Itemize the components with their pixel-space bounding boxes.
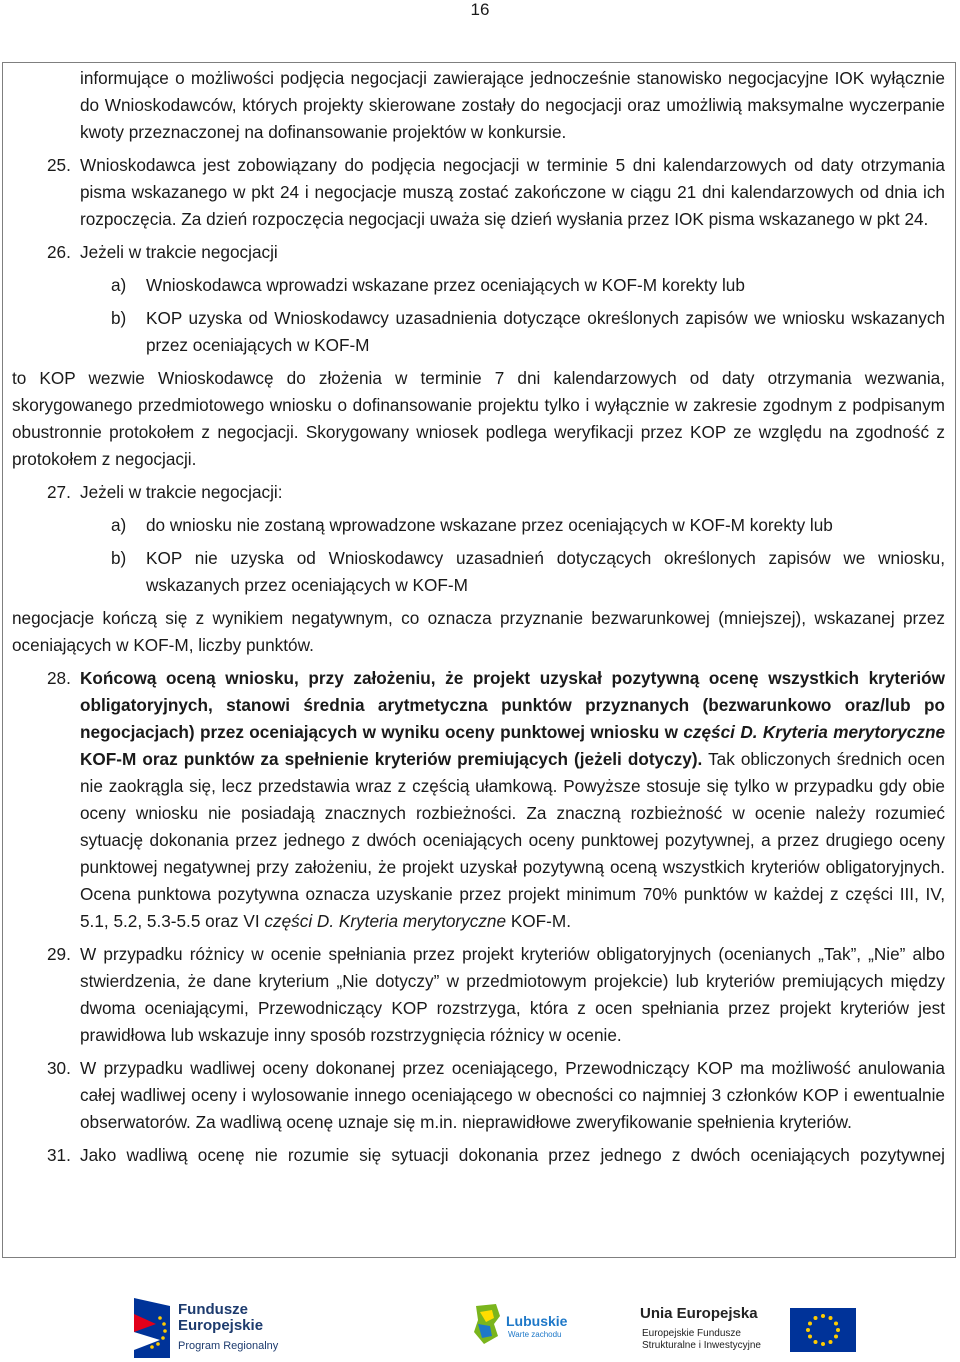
list-item-26b <box>3 305 955 359</box>
paragraph-bold-text-2: KOF-M oraz punktów za spełnienie kryteriów premiujących (jeżeli dotyczy). <box>80 749 703 769</box>
paragraph-26 <box>3 239 955 266</box>
list-text: Wnioskodawca wprowadzi wskazane przez oceniających w KOF-M korekty lub <box>146 275 745 295</box>
paragraph-text: W przypadku wadliwej oceny dokonanej przez oceniającego, Przewodniczący KOP ma możliwość anulowania całej wadliwej oceny i wylosowanie innego oceniającego w obecności co najmniej 3 członków KOP i ewentualnie obserwatorów. Za wadliwą ocenę uznaje się m.in. nieprawidłowe zweryfikowanie spełnienia kryteriów. <box>80 1058 945 1132</box>
paragraph-25 <box>3 152 955 233</box>
content-frame <box>2 62 956 1258</box>
paragraph-text: W przypadku różnicy w ocenie spełniania przez projekt kryteriów obligatoryjnych (ocenianych „Tak”, „Nie” albo stwierdzenia, że dane kryterium „Nie dotyczy” w przedmiotowym projekcie) lub kryteriów premiujących między dwoma oceniającymi, Przewodniczący KOP rozstrzyga, która z ocen spełniania przez projekt kryteriów jest prawidłowa lub wskazuje inny sposób rozstrzygnięcia różnicy w ocenie. <box>80 944 945 1045</box>
list-text: KOP uzyska od Wnioskodawcy uzasadnienia dotyczące określonych zapisów we wniosku wskazanych przez oceniających w KOF-M <box>146 308 945 355</box>
logo-text: Europejskie <box>178 1317 264 1334</box>
paragraph-text: Tak obliczonych średnich ocen nie zaokrągla się, lecz przedstawia wraz z częścią ułamkową. Powyższe stosuje się tylko w przypadku gdy obie oceny wniosku nie posiadają znacznych rozbieżności. Za znaczną rozbieżność w ocenie należy rozumieć sytuację dokonania przez jednego z dwóch oceniających oceny punktowej pozytywnej, a przez drugiego oceny punktowej negatywnej przy założeniu, że projekt uzyskał pozytywną oceną wszystkich kryteriów obligatoryjnych. Ocena punktowa pozytywna oznacza uzyskanie przez projekt minimum 70% punktów w każdej z części III, IV, 5.1, 5.2, 5.3-5.5 oraz VI <box>80 749 945 931</box>
page-number: 16 <box>470 0 490 19</box>
paragraph-number: 25. <box>47 155 71 175</box>
paragraph-bold-italic-text: części D. Kryteria merytoryczne <box>683 722 946 742</box>
paragraph-bold-text: Końcową oceną wniosku, przy założeniu, że projekt uzyskał pozytywną ocenę wszystkich kryteriów obligatoryjnych, stanowi średnia arytmetyczna punktów przyznanych (bezwarunkowo oraz/lub po negocjacjach) przez oceniających w wyniku oceny punktowej wniosku w <box>80 668 945 742</box>
logo-text: Lubuskie <box>506 1313 568 1329</box>
paragraph-number: 31. <box>47 1145 71 1165</box>
eu-flag-icon <box>790 1308 856 1352</box>
paragraph-number: 26. <box>47 242 71 262</box>
paragraph-number: 28. <box>47 668 71 688</box>
logo-text: Program Regionalny <box>178 1340 279 1352</box>
paragraph-27-conclusion: negocjacje kończą się z wynikiem negatywnym, co oznacza przyznanie bezwarunkowej (mniejszej), wskazanej przez oceniających w KOF-M, liczby punktów. <box>12 608 945 655</box>
paragraph-text: Jeżeli w trakcie negocjacji <box>80 242 278 262</box>
fe-flag-icon <box>130 1298 174 1358</box>
list-text: do wniosku nie zostaną wprowadzone wskazane przez oceniających w KOF-M korekty lub <box>146 515 833 535</box>
intro-paragraph: informujące o możliwości podjęcia negocjacji zawierające jednocześnie stanowisko negocjacyjne IOK wyłącznie do Wnioskodawców, których projekty skierowane zostały do negocjacji oraz umożliwią maksymalne wyczerpanie kwoty przeznaczonej na dofinansowanie projektów w konkursie. <box>80 68 945 142</box>
paragraph-text: Jako wadliwą ocenę nie rozumie się sytuacji dokonania przez jednego z dwóch oceniających pozytywnej <box>80 1145 945 1165</box>
paragraph-text: Jeżeli w trakcie negocjacji: <box>80 482 283 502</box>
paragraph-31 <box>3 1142 955 1169</box>
paragraph-italic-text: części D. Kryteria merytoryczne <box>264 911 507 931</box>
paragraph-number: 30. <box>47 1058 71 1078</box>
paragraph-number: 29. <box>47 944 71 964</box>
unia-europejska-logo <box>640 1288 860 1362</box>
document-body <box>3 63 955 1257</box>
lubuskie-logo <box>470 1288 590 1362</box>
paragraph-28 <box>3 665 955 935</box>
logo-text: Europejskie Fundusze <box>642 1328 741 1339</box>
paragraph-29 <box>3 941 955 1049</box>
paragraph-number: 27. <box>47 482 71 502</box>
logo-text: Warte zachodu <box>508 1330 562 1339</box>
lubuskie-emblem-icon <box>470 1302 504 1346</box>
list-label: a) <box>111 515 127 535</box>
paragraph-26-conclusion: to KOP wezwie Wnioskodawcę do złożenia w terminie 7 dni kalendarzowych od daty otrzymania wezwania, skorygowanego przedmiotowego wniosku o dofinansowanie projektu tylko i wyłącznie w zakresie zgodnym z podpisanym obustronnie protokołem z negocjacji. Skorygowany wniosek podlega weryfikacji przez KOP ze względu na zgodność z protokołem z negocjacji. <box>12 368 945 469</box>
footer-logos <box>0 1288 960 1362</box>
paragraph-text-2: KOF-M. <box>510 911 571 931</box>
logo-text: Strukturalne i Inwestycyjne <box>642 1340 761 1351</box>
paragraph-27 <box>3 479 955 506</box>
list-label: b) <box>111 548 127 568</box>
list-label: a) <box>111 275 127 295</box>
paragraph-text: Wnioskodawca jest zobowiązany do podjęcia negocjacji w terminie 5 dni kalendarzowych od daty otrzymania pisma wskazanego w pkt 24 i negocjacje muszą zostać zakończone w ciągu 21 dni kalendarzowych od dnia ich rozpoczęcia. Za dzień rozpoczęcia negocjacji uważa się dzień wysłania przez IOK pisma wskazanego w pkt 24. <box>80 155 945 229</box>
list-item-27b <box>3 545 955 599</box>
fundusze-europejskie-logo <box>130 1288 330 1362</box>
list-item-27a <box>3 512 955 539</box>
list-label: b) <box>111 308 127 328</box>
logo-text: Fundusze <box>178 1301 248 1318</box>
logo-text: Unia Europejska <box>640 1305 758 1322</box>
list-text: KOP nie uzyska od Wnioskodawcy uzasadnień dotyczących określonych zapisów we wniosku, wskazanych przez oceniających w KOF-M <box>146 548 945 595</box>
paragraph-30 <box>3 1055 955 1136</box>
list-item-26a <box>3 272 955 299</box>
